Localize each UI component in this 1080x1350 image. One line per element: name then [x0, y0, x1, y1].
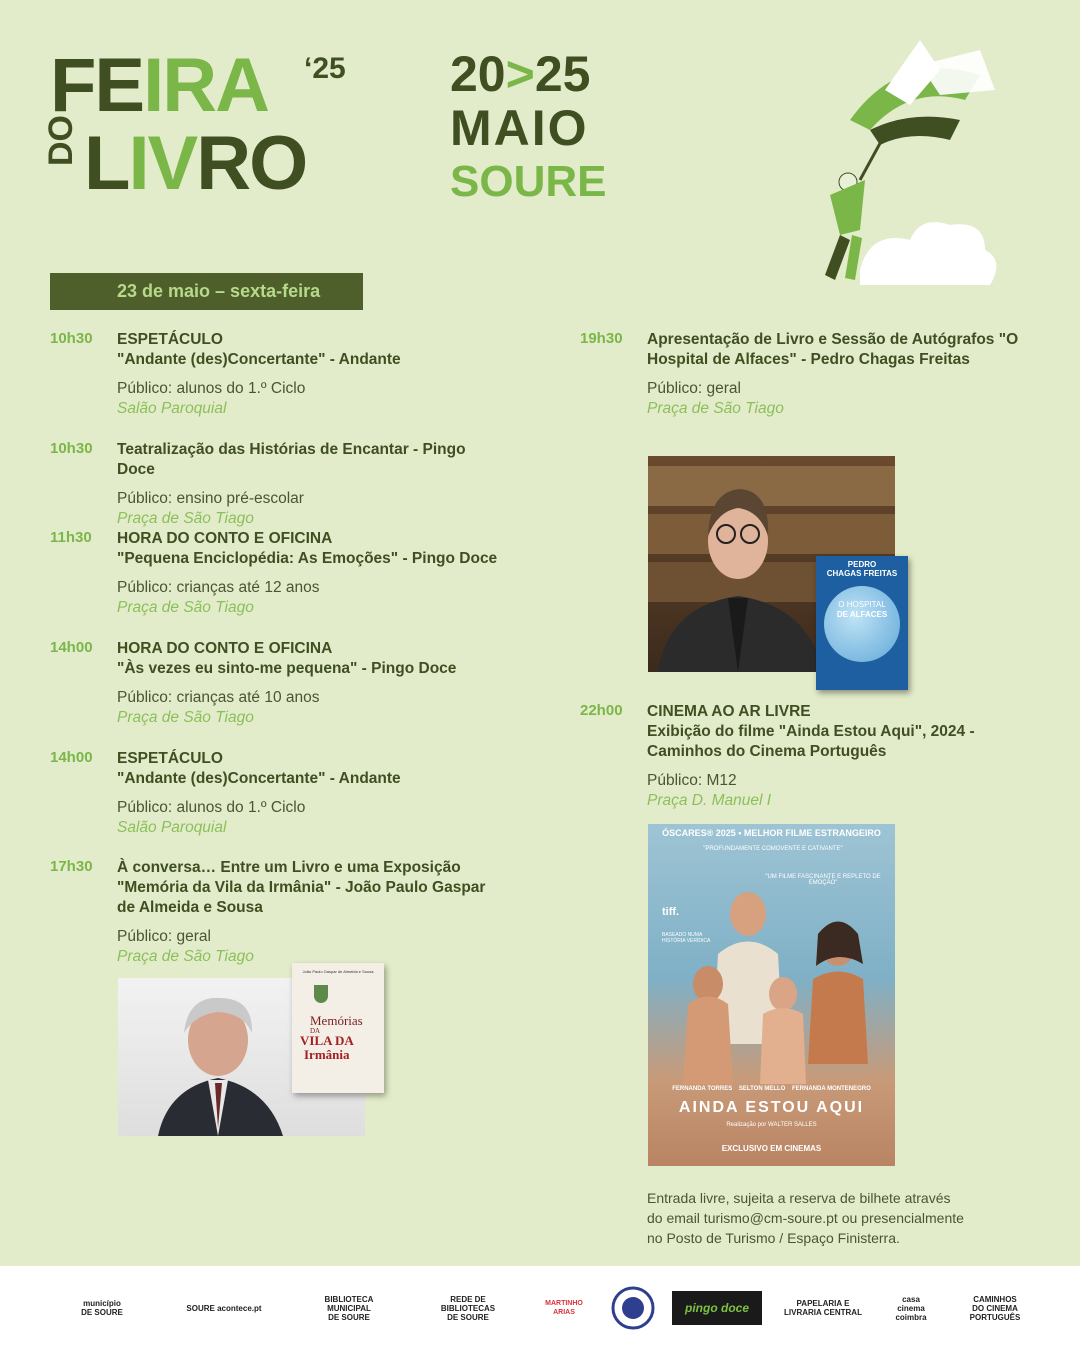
date-start: 20: [450, 46, 506, 102]
event-location: Praça de São Tiago: [117, 948, 254, 965]
date-end: 25: [534, 46, 591, 102]
book1-author: João Paulo Gaspar de Almeida e Sousa: [302, 969, 374, 974]
martinho-arias-logo: [536, 1266, 592, 1350]
book1-title-c: VILA DA: [300, 1033, 354, 1048]
seal-icon: [611, 1286, 655, 1330]
poster-exclusive: EXCLUSIVO EM CINEMAS: [721, 1144, 822, 1153]
event-audience: Público: geral: [117, 928, 211, 945]
casa-cinema-coimbra-logo: [882, 1266, 940, 1350]
event-body: [647, 330, 1037, 419]
event-time: 17h30: [50, 858, 93, 875]
event-body: [117, 529, 507, 618]
poster-top: ÓSCARES® 2025 • MELHOR FILME ESTRANGEIRO: [662, 828, 881, 838]
event-body: [117, 639, 507, 728]
logo-text: SOURE acontece.pt: [186, 1303, 262, 1313]
logo-text: CAMINHOS DO CINEMA PORTUGUÊS: [969, 1294, 1021, 1322]
logo-text: casa cinema coimbra: [895, 1294, 927, 1322]
flying-book-illustration: [790, 30, 1010, 290]
caminhos-cinema-logo: [958, 1266, 1032, 1350]
logo-year: ‘25: [304, 52, 346, 85]
event-audience: Público: alunos do 1.º Ciclo: [117, 799, 306, 816]
book2-globe: [824, 586, 900, 662]
biblioteca-municipal-logo: [298, 1266, 400, 1350]
event-audience: Público: crianças até 12 anos: [117, 579, 320, 596]
event-location: Praça de São Tiago: [117, 599, 254, 616]
poster-family-illustration: [648, 884, 895, 1104]
pingo-doce-logo: [672, 1291, 762, 1325]
municipio-de-soure-logo: [50, 1266, 154, 1350]
logo-text: PAPELARIA E LIVRARIA CENTRAL: [784, 1299, 862, 1317]
logo-text: município DE SOURE: [81, 1299, 123, 1317]
book1-title-b: DA: [310, 1027, 321, 1035]
place: SOURE: [450, 157, 607, 206]
event-time: 22h00: [580, 702, 623, 719]
event-title: CINEMA AO AR LIVRE Exibição do filme "Ainda Estou Aqui", 2024 - Caminhos do Cinema Português: [647, 703, 975, 760]
date-separator: >: [505, 46, 535, 102]
book1-title-d: Irmânia: [304, 1047, 350, 1062]
event-location: Praça de São Tiago: [117, 510, 254, 527]
logo-do: DO: [42, 115, 80, 166]
event-time: 14h00: [50, 749, 93, 766]
day-header: 23 de maio – sexta-feira: [50, 273, 363, 310]
event-time: 11h30: [50, 529, 92, 546]
event-title: ESPETÁCULO "Andante (des)Concertante" - Andante: [117, 331, 401, 368]
month: MAIO: [450, 100, 589, 156]
poster-based: BASEADO NUMA HISTÓRIA VERÍDICA: [662, 932, 711, 944]
logo-text: BIBLIOTECA MUNICIPAL DE SOURE: [324, 1294, 374, 1322]
event-location: Praça D. Manuel I: [647, 792, 772, 809]
event-title: À conversa… Entre um Livro e uma Exposição "Memória da Vila da Irmânia" - João Paulo Gaspar de Almeida e Sousa: [117, 859, 486, 916]
event-title: Teatralização das Histórias de Encantar - Pingo Doce: [117, 441, 466, 478]
event-dates: [450, 48, 606, 208]
book2-title-a: O HOSPITAL: [838, 600, 886, 609]
event-time: 10h30: [50, 330, 93, 347]
logo-feira: FEIRA: [50, 43, 269, 128]
logo-text: pingo doce: [685, 1300, 749, 1315]
event-audience: Público: M12: [647, 772, 737, 789]
sponsor-footer: [0, 1266, 1080, 1350]
movie-poster-ainda-estou-aqui: [648, 824, 895, 1166]
event-body: [117, 330, 507, 419]
event-title: HORA DO CONTO E OFICINA "Pequena Enciclopédia: As Emoções" - Pingo Doce: [117, 530, 498, 567]
event-location: Praça de São Tiago: [647, 400, 784, 417]
poster-quote2: "UM FILME FASCINANTE E REPLETO DE EMOÇÃO": [765, 874, 881, 886]
logo-text: MARTINHO ARIAS: [545, 1300, 583, 1316]
agrupamento-logo: [610, 1266, 656, 1350]
event-title: ESPETÁCULO "Andante (des)Concertante" - Andante: [117, 750, 401, 787]
event-audience: Público: geral: [647, 380, 741, 397]
event-location: Salão Paroquial: [117, 400, 227, 417]
event-audience: Público: ensino pré-escolar: [117, 490, 304, 507]
poster-cast: FERNANDA TORRES SELTON MELLO FERNANDA MONTENEGRO: [672, 1086, 871, 1092]
book1-crest: [314, 985, 328, 1003]
event-location: Praça de São Tiago: [117, 709, 254, 726]
soure-acontece-logo: [168, 1266, 280, 1350]
entry-note: Entrada livre, sujeita a reserva de bilhete através do email turismo@cm-soure.pt ou presencialmente no Posto de Turismo / Espaço Finisterra.: [647, 1190, 964, 1246]
logo-text: REDE DE BIBLIOTECAS DE SOURE: [440, 1294, 496, 1322]
event-body: [117, 858, 507, 967]
papelaria-central-logo: [780, 1266, 866, 1350]
event-time: 14h00: [50, 639, 93, 656]
poster-tiff: tiff.: [662, 906, 680, 918]
event-time: 10h30: [50, 440, 93, 457]
logo-livro: LIVRO: [84, 121, 307, 206]
book-memorias-vila-irmania: [292, 963, 384, 1093]
event-body: [647, 702, 1037, 811]
event-title: Apresentação de Livro e Sessão de Autógrafos "O Hospital de Alfaces" - Pedro Chagas Freitas: [647, 331, 1019, 368]
book2-author: PEDRO CHAGAS FREITAS: [826, 560, 898, 578]
event-body: [117, 749, 507, 838]
event-audience: Público: crianças até 10 anos: [117, 689, 320, 706]
event-audience: Público: alunos do 1.º Ciclo: [117, 380, 306, 397]
book-hospital-de-alfaces: [816, 556, 908, 690]
event-time: 19h30: [580, 330, 623, 347]
poster-director: Realização por WALTER SALLES: [726, 1122, 817, 1128]
poster-quote1: "PROFUNDAMENTE COMOVENTE E CATIVANTE": [703, 846, 843, 852]
event-location: Salão Paroquial: [117, 819, 227, 836]
event-title: HORA DO CONTO E OFICINA "Às vezes eu sinto-me pequena" - Pingo Doce: [117, 640, 457, 677]
poster-title: AINDA ESTOU AQUI: [678, 1099, 865, 1116]
book2-title-b: DE ALFACES: [836, 610, 888, 619]
event-body: [117, 440, 507, 529]
book1-title-a: Memórias: [310, 1013, 363, 1028]
rede-bibliotecas-logo: [416, 1266, 520, 1350]
